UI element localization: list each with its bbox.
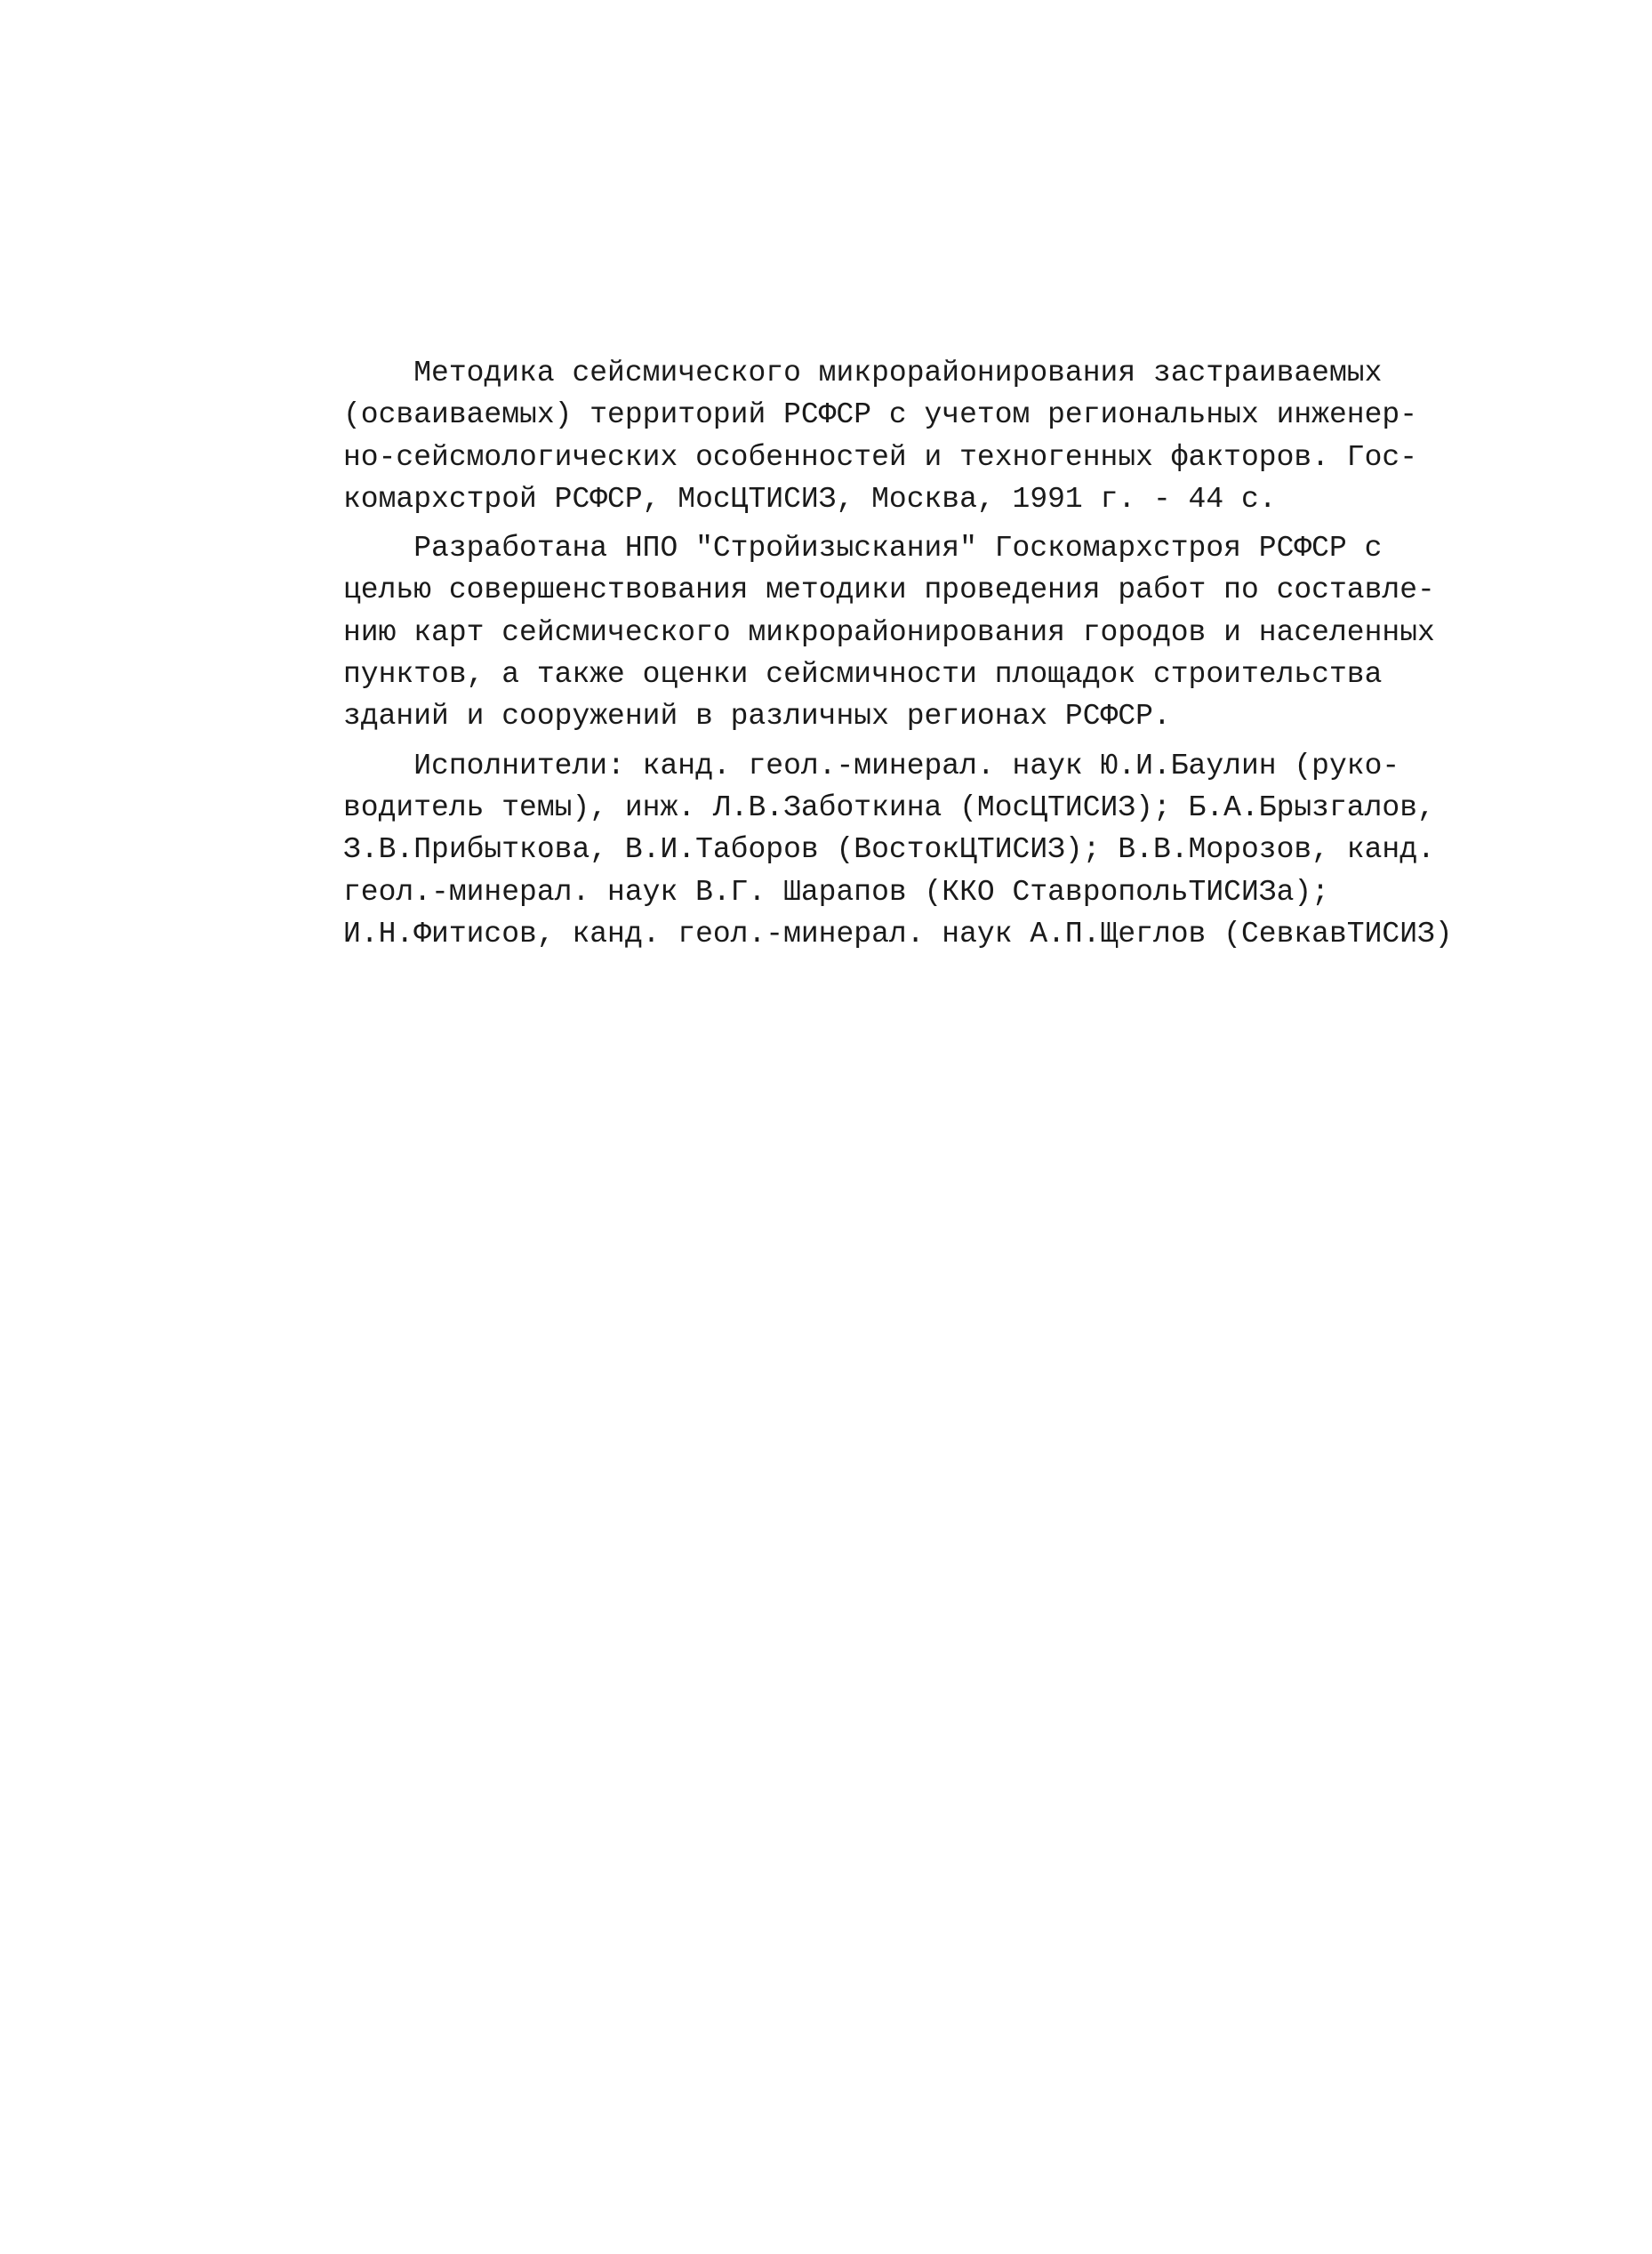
text-line: И.Н.Фитисов, канд. геол.-минерал. наук А.П.Щеглов (СевкавТИСИЗ)	[343, 917, 1453, 951]
paragraph-purpose	[343, 527, 1464, 737]
text-line: З.В.Прибыткова, В.И.Таборов (ВостокЦТИСИЗ); В.В.Морозов, канд.	[343, 833, 1435, 867]
paragraph-spacer	[343, 738, 1464, 745]
paragraph-abstract	[343, 352, 1464, 520]
text-line: нию карт сейсмического микрорайонирования городов и населенных	[343, 615, 1435, 649]
text-line: Исполнители: канд. геол.-минерал. наук Ю.И.Баулин (руко-	[343, 749, 1400, 782]
text-line: зданий и сооружений в различных регионах РСФСР.	[343, 700, 1171, 734]
text-line: (осваиваемых) территорий РСФСР с учетом региональных инженер-	[343, 398, 1417, 432]
text-line: комархстрой РСФСР, МосЦТИСИЗ, Москва, 1991 г. - 44 с.	[343, 482, 1277, 516]
text-line: геол.-минерал. наук В.Г. Шарапов (ККО СтавропольТИСИЗа);	[343, 875, 1329, 909]
text-line: целью совершенствования методики проведения работ по составле-	[343, 574, 1435, 607]
text-line: водитель темы), инж. Л.В.Заботкина (МосЦТИСИЗ); Б.А.Брызгалов,	[343, 790, 1435, 824]
paragraph-spacer	[343, 520, 1464, 527]
text-line: но-сейсмологических особенностей и техногенных факторов. Гос-	[343, 440, 1417, 474]
text-line: Разработана НПО "Стройизыскания" Госкомархстроя РСФСР с	[343, 532, 1383, 566]
text-line: Методика сейсмического микрорайонирования застраиваемых	[343, 357, 1383, 389]
text-line: пунктов, а также оценки сейсмичности площадок строительства	[343, 658, 1383, 692]
paragraph-authors	[343, 745, 1464, 955]
annotation-text	[343, 352, 1464, 955]
